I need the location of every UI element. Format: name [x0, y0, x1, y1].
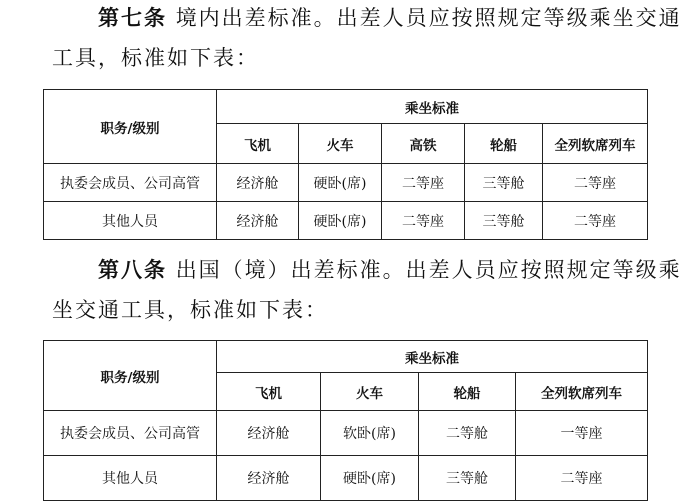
column-header: 轮船: [419, 373, 516, 411]
table-cell: 硬卧(席): [299, 164, 382, 202]
row-position: 执委会成员、公司高管: [44, 411, 217, 456]
column-header: 飞机: [217, 373, 321, 411]
table-row: [44, 456, 648, 501]
column-header: 飞机: [217, 124, 299, 164]
table-cell: 硬卧(席): [321, 456, 419, 501]
table-cell: 二等座: [382, 164, 465, 202]
table-cell: 经济舱: [217, 164, 299, 202]
table-cell: 二等舱: [419, 411, 516, 456]
table-cell: 二等座: [516, 456, 648, 501]
domestic-travel-table: [43, 89, 648, 240]
header-position: 职务/级别: [44, 341, 217, 411]
column-header: 火车: [321, 373, 419, 411]
article-7-line-1: [52, 0, 682, 38]
row-position: 执委会成员、公司高管: [44, 164, 217, 202]
table-cell: 经济舱: [217, 411, 321, 456]
row-position: 其他人员: [44, 202, 217, 240]
article-7-label: 第七条: [98, 6, 167, 30]
table-cell: 三等舱: [419, 456, 516, 501]
article-8-label: 第八条: [98, 258, 167, 282]
header-standard: 乘坐标准: [217, 341, 648, 373]
table-row: [44, 202, 648, 240]
row-position: 其他人员: [44, 456, 217, 501]
table-cell: 硬卧(席): [299, 202, 382, 240]
table-cell: 二等座: [543, 164, 648, 202]
table-cell: 三等舱: [465, 202, 543, 240]
header-standard: 乘坐标准: [217, 90, 648, 124]
table-cell: 二等座: [382, 202, 465, 240]
column-header: 火车: [299, 124, 382, 164]
header-position: 职务/级别: [44, 90, 217, 164]
article-8-line-1: [52, 250, 682, 290]
article-7-line-2: [52, 38, 682, 78]
table-cell: 软卧(席): [321, 411, 419, 456]
article-8-text-1: 出国（境）出差标准。出差人员应按照规定等级乘: [175, 258, 682, 282]
overseas-travel-table: [43, 340, 648, 501]
table-row: [44, 164, 648, 202]
table-cell: 三等舱: [465, 164, 543, 202]
article-7-paragraph: [52, 0, 682, 78]
column-header: 轮船: [465, 124, 543, 164]
column-header: 高铁: [382, 124, 465, 164]
table-cell: 一等座: [516, 411, 648, 456]
table-cell: 二等座: [543, 202, 648, 240]
table-cell: 经济舱: [217, 456, 321, 501]
article-8-text-2: 坐交通工具，标准如下表：: [52, 298, 328, 322]
column-header: 全列软席列车: [516, 373, 648, 411]
article-8-paragraph: [52, 250, 682, 330]
article-7-text-1: 境内出差标准。出差人员应按照规定等级乘坐交通: [175, 6, 682, 30]
table-cell: 经济舱: [217, 202, 299, 240]
column-header: 全列软席列车: [543, 124, 648, 164]
table-row: [44, 411, 648, 456]
article-8-line-2: [52, 290, 682, 330]
article-7-text-2: 工具，标准如下表：: [52, 46, 259, 70]
